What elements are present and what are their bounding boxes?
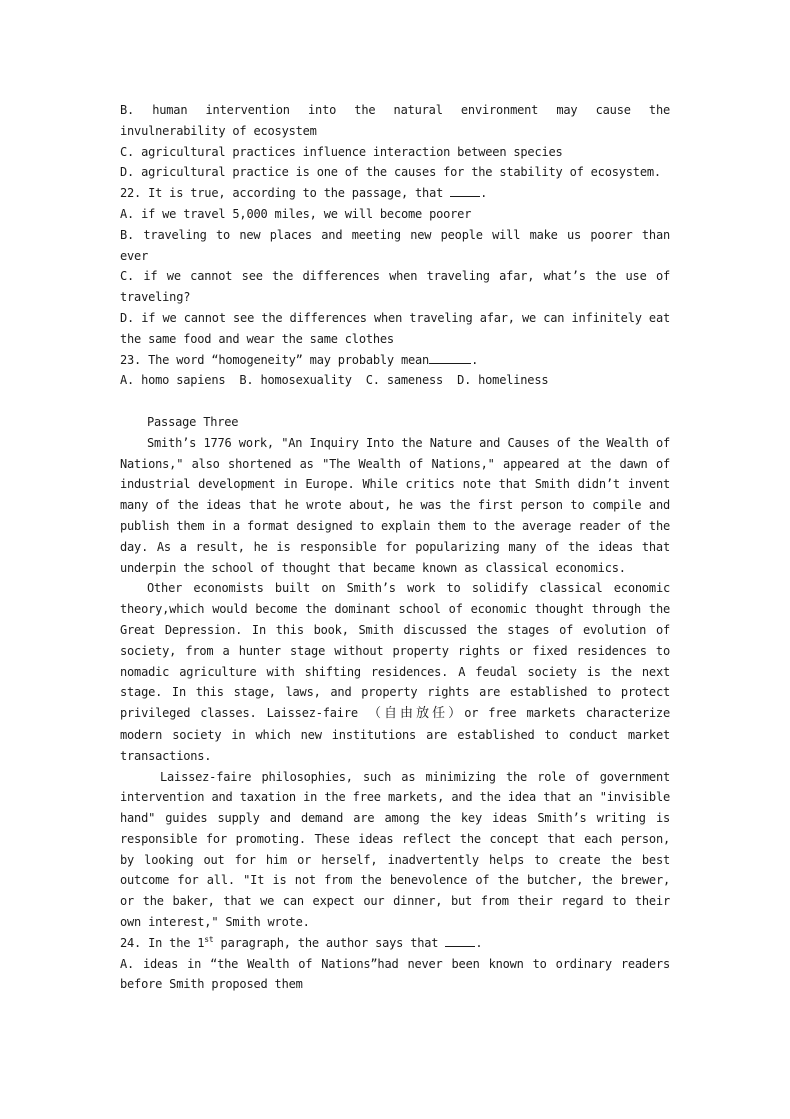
q23-answer-blank: [429, 351, 471, 364]
q22-option-b: B. traveling to new places and meeting new people will make us poorer than ever: [120, 227, 670, 263]
q24-stem-end: .: [475, 935, 483, 950]
q23-options: [120, 370, 670, 391]
q22-answer-blank: [450, 184, 480, 197]
passage-three-paragraph-1: Smith’s 1776 work, "An Inquiry Into the Nature and Causes of the Wealth of Nations," also shortened as "The Wealth of Nations," appeared at the dawn of industrial development in Europe. While critics note that Smith didn’t invent many of the ideas that he wrote about, he was the first person to compile and publish them in a format designed to explain them to the average reader of the day. As a result, he is responsible for popularizing many of the ideas that underpin the school of thought that became known as classical economics.: [120, 435, 670, 575]
passage-three-paragraph-2: [120, 578, 670, 766]
q24-option-a: A. ideas in “the Wealth of Nations”had never been known to ordinary readers before Smith proposed them: [120, 956, 670, 992]
q23-option-c: C. sameness: [365, 373, 444, 388]
paragraph-2-text-end: or free markets characterize modern society in which new institutions are established to conduct market transactions.: [120, 706, 670, 763]
q24-answer-blank: [445, 934, 475, 947]
q23-option-b: B. homosexuality: [239, 373, 352, 388]
q24-stem-superscript: st: [204, 934, 214, 944]
document-body: [120, 100, 670, 995]
q23-stem-end: .: [471, 352, 479, 367]
q22-option-d: D. if we cannot see the differences when traveling afar, we can infinitely eat the same food and wear the same clothes: [120, 310, 670, 346]
q22-option-c: C. if we cannot see the differences when traveling afar, what’s the use of traveling?: [120, 269, 670, 305]
passage-three-heading: Passage Three: [147, 414, 239, 429]
q21-option-d: D. agricultural practice is one of the causes for the stability of ecosystem.: [120, 165, 661, 180]
q23-option-a: A. homo sapiens: [120, 373, 226, 388]
q23-stem: [120, 350, 670, 371]
q21-option-c: C. agricultural practices influence interaction between species: [120, 144, 563, 159]
q22-stem-text: 22. It is true, according to the passage, that: [120, 186, 451, 201]
passage-three-paragraph-3: Laissez-faire philosophies, such as minimizing the role of government intervention and taxation in the free markets, and the idea that an "invisible hand" guides supply and demand are among the key ideas Smith’s writing is responsible for promoting. These ideas reflect the concept that each person, by looking out for him or herself, inadvertently helps to create the best outcome for all. "It is not from the benevolence of the butcher, the brewer, or the baker, that we can expect our dinner, but from their regard to their own interest," Smith wrote.: [120, 769, 670, 930]
paragraph-2-text-start: Other economists built on Smith’s work to solidify classical economic theory,which would become the dominant school of economic thought through the Great Depression. In this book, Smith discussed the stages of evolution of society, from a hunter stage without property rights or fixed residences to nomadic agriculture with shifting residences. A feudal society is the next stage. In this stage, laws, and property rights are established to protect privileged classes. Laissez-faire: [120, 581, 670, 721]
q22-option-a: A. if we travel 5,000 miles, we will become poorer: [120, 206, 472, 221]
q21-option-b: B. human intervention into the natural environment may cause the invulnerability of ecosystem: [120, 103, 670, 138]
q24-stem-number: 24. In the 1: [120, 935, 205, 950]
q23-option-d: D. homeliness: [457, 373, 549, 388]
q22-stem-end: .: [480, 186, 488, 201]
q24-stem: [120, 933, 670, 954]
q23-stem-text: 23. The word “homogeneity” may probably mean: [120, 352, 430, 367]
paragraph-2-chinese-gloss: （自由放任）: [367, 706, 465, 722]
q22-stem: [120, 183, 670, 204]
q24-stem-text: paragraph, the author says that: [213, 935, 446, 950]
